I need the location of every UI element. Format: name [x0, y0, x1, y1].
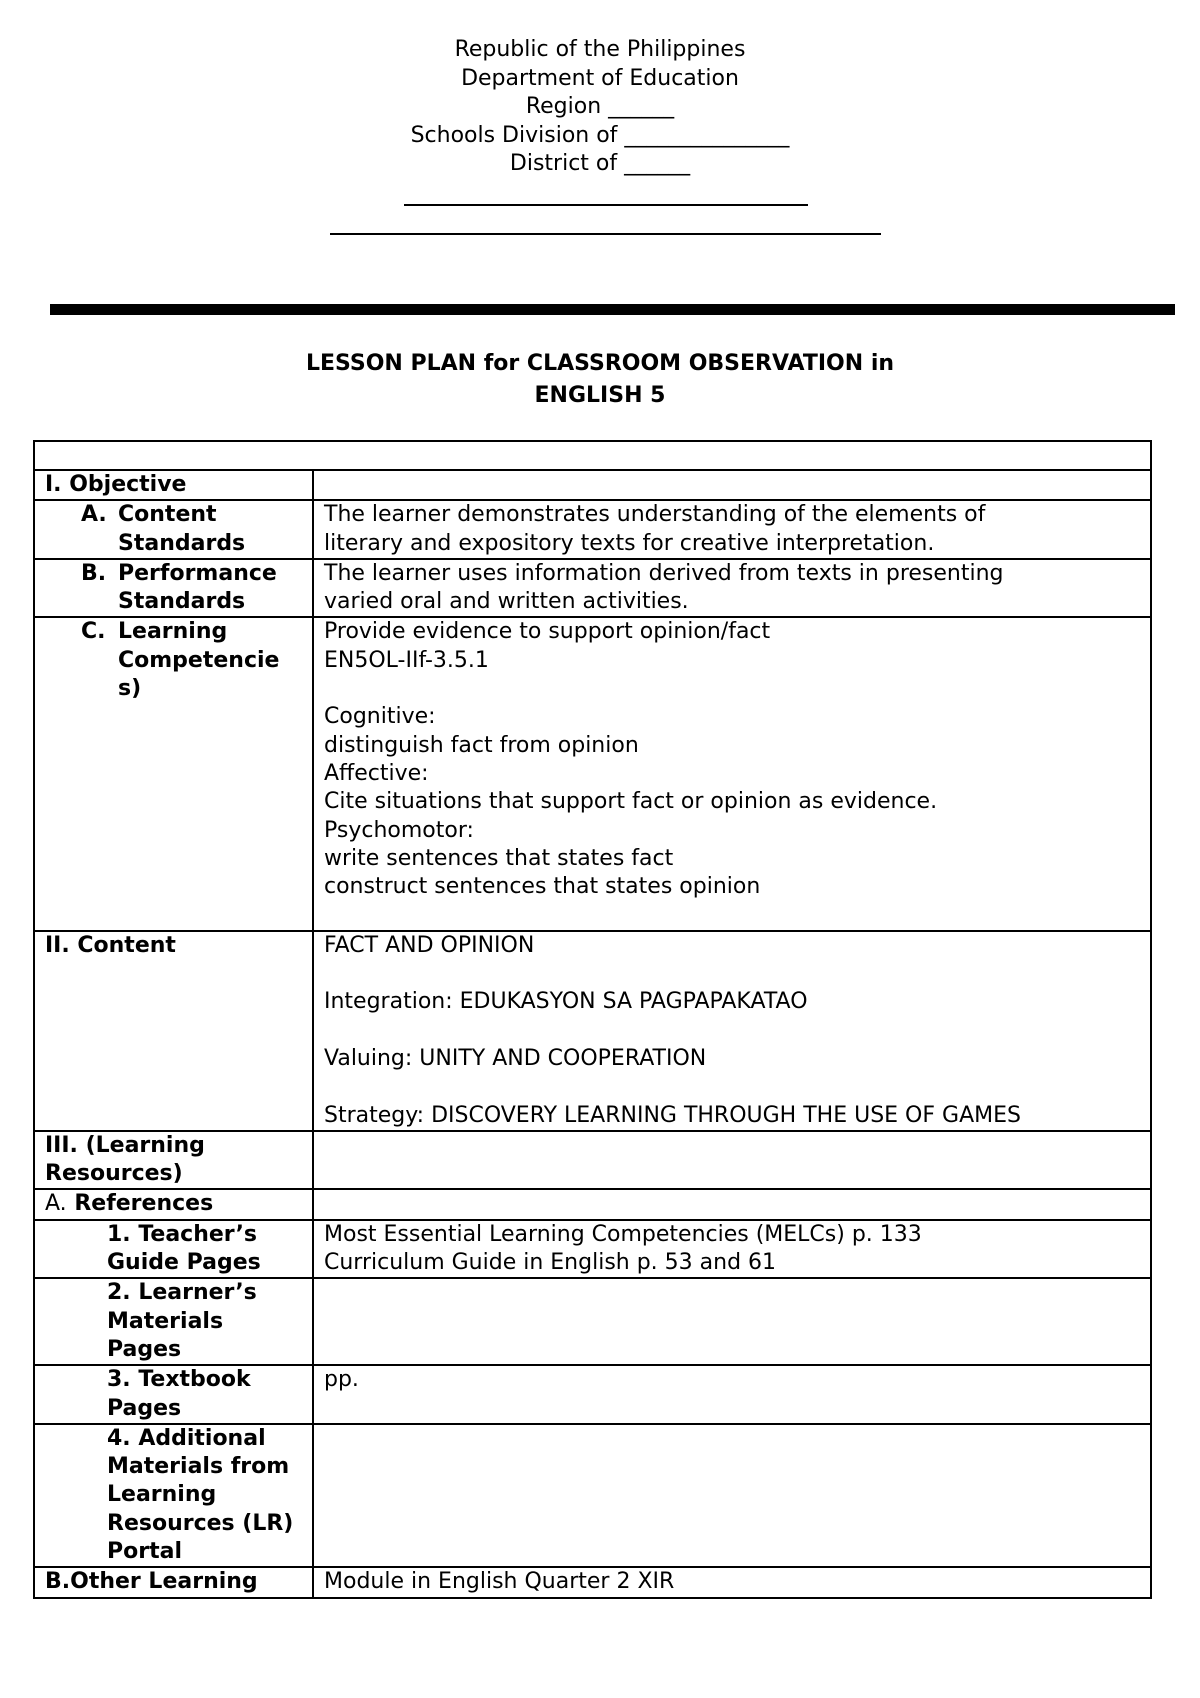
value-performance-standards	[313, 559, 1151, 618]
table-row-other-learning	[34, 1567, 1151, 1597]
value-references	[313, 1189, 1151, 1219]
competency-line: Provide evidence to support opinion/fact	[324, 619, 771, 645]
table-row-textbook	[34, 1365, 1151, 1424]
label-learning-competencies-cell	[34, 617, 313, 930]
marker-content-standards: A.	[81, 502, 107, 528]
other-learning-value: Module in English Quarter 2 XIR	[324, 1569, 675, 1595]
label-learners-materials: 2. Learner’s Materials Pages	[107, 1280, 257, 1362]
competency-line: Cite situations that support fact or opinion as evidence.	[324, 789, 938, 815]
lesson-plan-table	[33, 440, 1152, 1599]
label-objective: I. Objective	[34, 470, 313, 500]
header-department: Department of Education	[461, 65, 739, 91]
teachers-guide-line-1: Most Essential Learning Competencies (MELCs) p. 133	[324, 1221, 922, 1247]
header-region: Region ______	[525, 94, 675, 119]
textbook-pages: pp.	[324, 1367, 359, 1393]
signature-line-1	[404, 204, 808, 206]
table-row-blank	[34, 441, 1151, 470]
table-row-objective	[34, 470, 1151, 500]
label-references-cell	[34, 1189, 313, 1219]
document-header	[0, 36, 1200, 179]
table-row-learning-resources	[34, 1131, 1151, 1190]
value-teachers-guide	[313, 1220, 1151, 1279]
competency-line: Affective:	[324, 760, 429, 786]
table-row-teachers-guide	[34, 1220, 1151, 1279]
signature-line-2	[330, 233, 881, 235]
content-valuing: Valuing: UNITY AND COOPERATION	[324, 1045, 707, 1071]
header-district: District of ______	[509, 151, 691, 176]
performance-standards-line-1: The learner uses information derived from texts in presenting	[324, 560, 1004, 586]
content-standards-line-1: The learner demonstrates understanding of the elements of	[324, 502, 986, 528]
label-textbook-cell	[34, 1365, 313, 1424]
marker-learning-competencies: C.	[81, 619, 106, 645]
content-topic: FACT AND OPINION	[324, 932, 535, 958]
competency-line: Cognitive:	[324, 704, 436, 730]
content-integration: Integration: EDUKASYON SA PAGPAPAKATAO	[324, 989, 808, 1015]
teachers-guide-line-2: Curriculum Guide in English p. 53 and 61	[324, 1250, 777, 1276]
header-republic: Republic of the Philippines	[454, 37, 746, 62]
label-performance-standards: Performance Standards	[118, 560, 277, 615]
label-content-standards: Content Standards	[118, 502, 246, 556]
label-other-learning: B.Other Learning	[34, 1567, 313, 1597]
competency-spacer	[324, 901, 1140, 929]
label-learning-competencies: Learning Competencie s)	[118, 619, 280, 702]
label-additional-materials: 4. Additional Materials from Learning Resources (LR) Portal	[107, 1425, 294, 1564]
value-content	[313, 931, 1151, 1131]
label-performance-standards-cell	[34, 559, 313, 618]
value-other-learning	[313, 1567, 1151, 1597]
competency-line: Psychomotor:	[324, 817, 474, 843]
marker-references: A.	[45, 1191, 67, 1217]
blank-header-cell	[34, 441, 1151, 470]
table-row-additional-materials	[34, 1424, 1151, 1567]
document-title	[0, 348, 1200, 412]
table-row-performance-standards	[34, 559, 1151, 618]
value-learning-competencies	[313, 617, 1151, 930]
label-learning-resources: III. (Learning Resources)	[34, 1131, 313, 1190]
competency-line: EN5OL-IIf-3.5.1	[324, 647, 489, 673]
title-line-1: LESSON PLAN for CLASSROOM OBSERVATION in	[305, 351, 895, 376]
label-teachers-guide: 1. Teacher’s Guide Pages	[107, 1221, 261, 1276]
value-additional-materials	[313, 1424, 1151, 1567]
table-row-content-standards	[34, 500, 1151, 559]
value-learning-resources	[313, 1131, 1151, 1190]
content-standards-line-2: literary and expository texts for creative interpretation.	[324, 530, 935, 556]
label-teachers-guide-cell	[34, 1220, 313, 1279]
competency-line: distinguish fact from opinion	[324, 732, 639, 758]
label-references: References	[74, 1191, 214, 1217]
table-row-references	[34, 1189, 1151, 1219]
header-schools-division: Schools Division of _______________	[410, 122, 790, 148]
table-row-learners-materials	[34, 1278, 1151, 1365]
value-content-standards	[313, 500, 1151, 559]
competency-line: construct sentences that states opinion	[324, 874, 761, 900]
title-line-2: ENGLISH 5	[534, 383, 666, 408]
content-strategy: Strategy: DISCOVERY LEARNING THROUGH THE USE OF GAMES	[324, 1102, 1021, 1128]
header-divider	[50, 304, 1175, 315]
value-learners-materials	[313, 1278, 1151, 1365]
competency-spacer	[324, 675, 1140, 703]
marker-performance-standards: B.	[81, 560, 107, 586]
value-textbook	[313, 1365, 1151, 1424]
table-row-content	[34, 931, 1151, 1131]
competency-line: write sentences that states fact	[324, 845, 674, 871]
label-content: II. Content	[34, 931, 313, 1131]
label-content-standards-cell	[34, 500, 313, 559]
label-textbook: 3. Textbook Pages	[107, 1367, 251, 1421]
label-learners-materials-cell	[34, 1278, 313, 1365]
table-row-learning-competencies	[34, 617, 1151, 930]
value-objective	[313, 470, 1151, 500]
performance-standards-line-2: varied oral and written activities.	[324, 589, 689, 615]
label-additional-materials-cell	[34, 1424, 313, 1567]
